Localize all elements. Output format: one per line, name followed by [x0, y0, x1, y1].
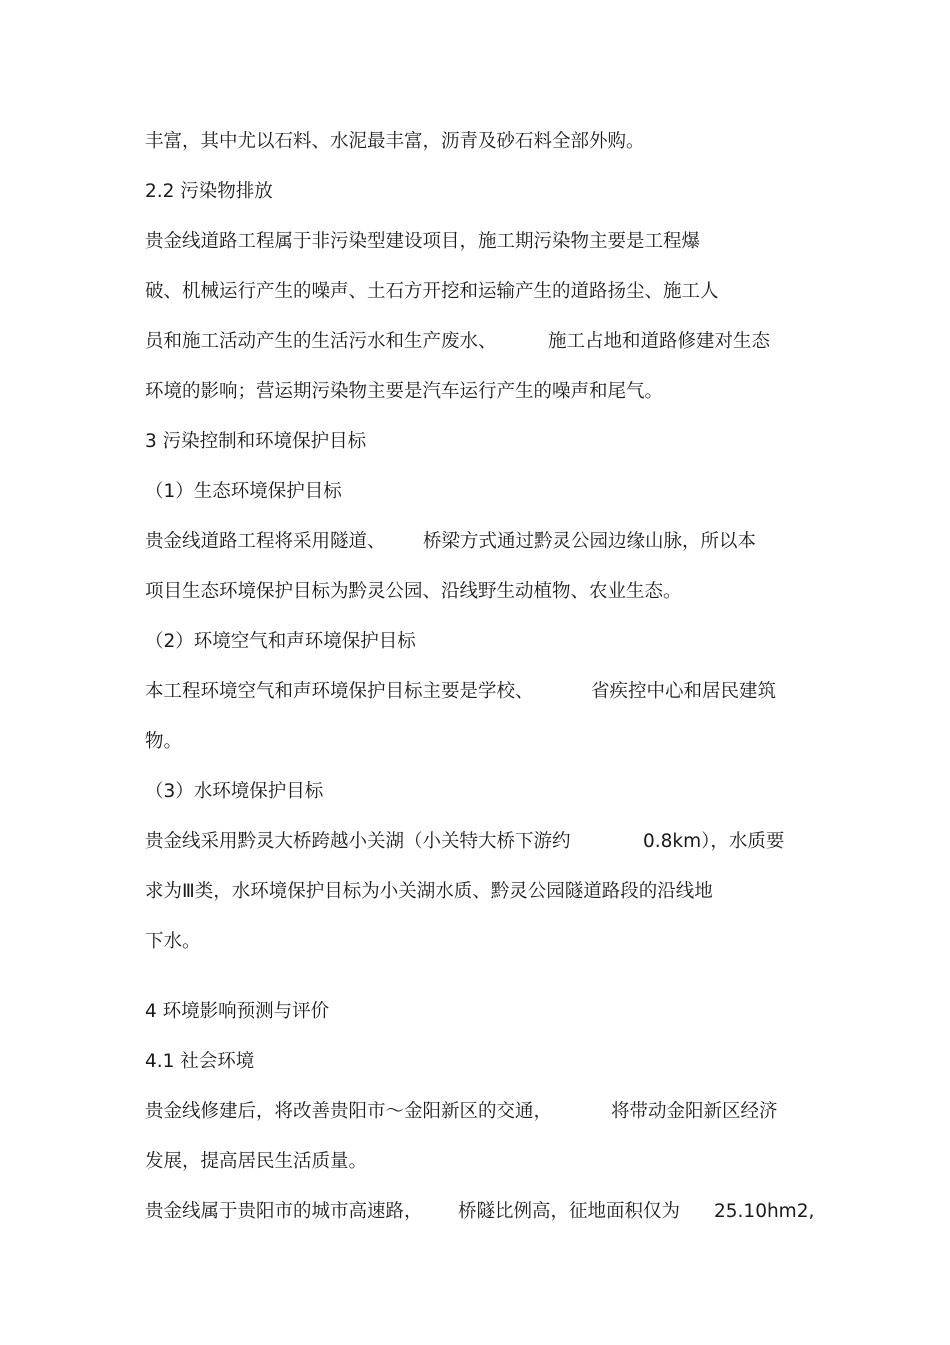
heading-4	[145, 1000, 329, 1026]
para-line	[145, 280, 719, 306]
subheading-3	[145, 780, 323, 806]
text-segment: 省疾控中心和居民建筑	[591, 681, 777, 702]
para-line	[145, 580, 682, 606]
text-segment: 环境的影响；营运期污染物主要是汽车运行产生的噪声和尾气。	[145, 381, 664, 402]
para-line	[145, 130, 645, 156]
text-segment: 贵金线属于贵阳市的城市高速路，	[145, 1201, 423, 1222]
text-segment: 贵金线道路工程属于非污染型建设项目，施工期污染物主要是工程爆	[145, 231, 701, 252]
para-line	[145, 880, 713, 906]
text-segment: 求为Ⅲ类，水环境保护目标为小关湖水质、黔灵公园隧道路段的沿线地	[145, 881, 713, 902]
text-segment: 桥隧比例高，征地面积仅为	[458, 1201, 681, 1222]
text-segment: 25.10hm2,	[714, 1201, 815, 1222]
subheading-1	[145, 480, 342, 506]
text-segment: 0.8km），水质要	[643, 831, 785, 852]
text-segment: 项目生态环境保护目标为黔灵公园、沿线野生动植物、农业生态。	[145, 581, 682, 602]
text-segment: 将带动金阳新区经济	[611, 1101, 778, 1122]
text-segment: 破、机械运行产生的噪声、土石方开挖和运输产生的道路扬尘、施工人	[145, 281, 719, 302]
text-segment: 贵金线道路工程将采用隧道、	[145, 531, 386, 552]
para-line	[145, 380, 663, 406]
heading-3	[145, 430, 366, 456]
para-line	[145, 730, 182, 756]
text-segment: 发展，提高居民生活质量。	[145, 1151, 368, 1172]
para-line	[145, 1100, 778, 1126]
text-segment: 下水。	[145, 931, 201, 952]
para-line	[145, 330, 771, 356]
text-segment: 物。	[145, 731, 183, 752]
text-segment: 2.2 污染物排放	[145, 181, 273, 202]
text-segment: 施工占地和道路修建对生态	[548, 331, 771, 352]
para-line	[145, 1200, 815, 1226]
heading-4-1	[145, 1050, 254, 1076]
text-segment: （1）生态环境保护目标	[145, 481, 342, 502]
para-line	[145, 530, 757, 556]
text-segment: 3 污染控制和环境保护目标	[145, 431, 367, 452]
para-line	[145, 930, 201, 956]
para-line	[145, 1150, 367, 1176]
text-segment: （2）环境空气和声环境保护目标	[145, 631, 416, 652]
text-segment: 本工程环境空气和声环境保护目标主要是学校、	[145, 681, 534, 702]
subheading-2	[145, 630, 416, 656]
text-segment: 丰富，其中尤以石料、水泥最丰富，沥青及砂石料全部外购。	[145, 131, 645, 152]
text-segment: 4.1 社会环境	[145, 1051, 255, 1072]
heading-2-2	[145, 180, 273, 206]
text-segment: 4 环境影响预测与评价	[145, 1001, 330, 1022]
text-segment: （3）水环境保护目标	[145, 781, 324, 802]
para-line	[145, 830, 785, 856]
text-segment: 员和施工活动产生的生活污水和生产废水、	[145, 331, 497, 352]
para-line	[145, 230, 700, 256]
para-line	[145, 680, 777, 706]
text-segment: 贵金线采用黔灵大桥跨越小关湖（小关特大桥下游约	[145, 831, 571, 852]
text-segment: 贵金线修建后，将改善贵阳市～金阳新区的交通，	[145, 1101, 553, 1122]
text-segment: 桥梁方式通过黔灵公园边缘山脉，所以本	[423, 531, 757, 552]
